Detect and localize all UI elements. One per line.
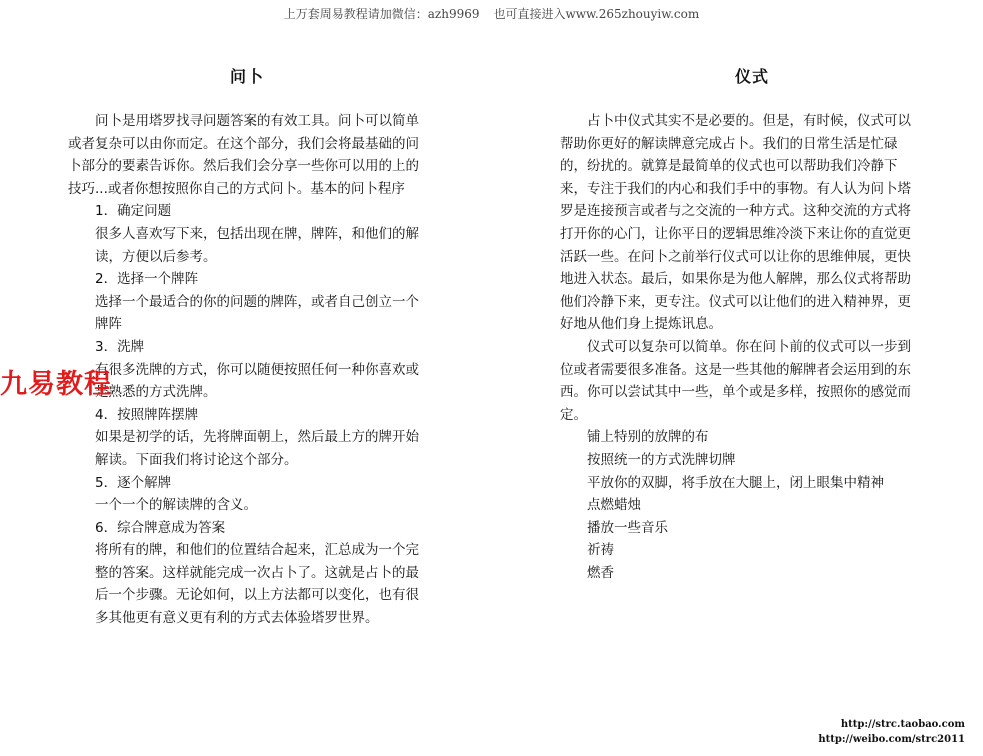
right-page-title: 仪式: [735, 67, 770, 86]
right-paragraph: 平放你的双脚，将手放在大腿上，闭上眼集中精神: [587, 474, 884, 491]
right-paragraph: 点燃蜡烛: [587, 497, 641, 514]
right-paragraph: 占卜中仪式其实不是必要的。但是，有时候，仪式可以帮助你更好的解读牌意完成占卜。我们的日常生活是忙碌的，纷扰的。就算是最简单的仪式也可以帮助我们冷静下来，专注于我们的内心和我们手中的事物。有人认为问卜塔罗是连接预言或者与之交流的一种方式。这种交流的方式将打开你的心门，让你平日的逻辑思维冷淡下来让你的直觉更活跃一些。在问卜之前举行仪式可以让你的思维伸展，更快地进入状态。最后，如果你是为他人解牌，那么仪式将帮助他们冷静下来，更专注。仪式可以让他们的进入精神界，更好地从他们身上提炼讯息。: [560, 113, 911, 333]
right-paragraph: 燃香: [587, 564, 614, 581]
left-paragraph: 有很多洗牌的方式，你可以随便按照任何一种你喜欢或是熟悉的方式洗牌。: [95, 361, 419, 401]
right-paragraph: 铺上特别的放牌的布: [587, 429, 709, 446]
left-paragraph: 一个一个的解读牌的含义。: [95, 497, 257, 514]
left-paragraph: 将所有的牌，和他们的位置结合起来，汇总成为一个完整的答案。这样就能完成一次占卜了。这就是占卜的最后一个步骤。无论如何，以上方法都可以变化，也有很多其他更有意义更有利的方式去体验塔罗世界。: [95, 542, 419, 627]
banner-url-text[interactable]: 也可直接进入www.265zhouyiw.com: [493, 7, 700, 21]
footer-taobao-link[interactable]: http://strc.taobao.com: [840, 719, 965, 730]
right-paragraph: 仪式可以复杂可以简单。你在问卜前的仪式可以一步到位或者需要很多准备。这是一些其他的解牌者会运用到的东西。你可以尝试其中一些，单个或是多样，按照你的感觉而定。: [560, 338, 911, 423]
top-banner: [0, 5, 983, 22]
left-paragraph: 问卜是用塔罗找寻问题答案的有效工具。问卜可以简单或者复杂可以由你而定。在这个部分，我们会将最基础的问卜部分的要素告诉你。然后我们会分享一些你可以用的上的技巧...或者你想按照你自己的方式问卜。基本的问卜程序: [68, 113, 419, 197]
right-paragraph: 祈祷: [587, 542, 614, 559]
left-paragraph: 如果是初学的话，先将牌面朝上，然后最上方的牌开始解读。下面我们将讨论这个部分。: [95, 429, 419, 468]
right-paragraph: 播放一些音乐: [587, 519, 668, 536]
right-paragraph: 按照统一的方式洗牌切牌: [587, 451, 736, 468]
left-paragraph: 1．确定问题: [95, 203, 172, 220]
watermark-logo: 九易教程: [0, 369, 112, 400]
right-page-body: [560, 110, 922, 584]
footer-weibo-link[interactable]: http://weibo.com/strc2011: [818, 734, 965, 745]
left-paragraph: 6．综合牌意成为答案: [95, 519, 226, 536]
left-page-body: [68, 110, 428, 630]
banner-text: 上万套周易教程请加微信：azh9969: [283, 7, 480, 21]
left-page-title: 问卜: [230, 67, 265, 86]
left-paragraph: 5．逐个解牌: [95, 474, 172, 491]
left-paragraph: 很多人喜欢写下来，包括出现在牌，牌阵，和他们的解读，方便以后参考。: [95, 225, 419, 265]
left-paragraph: 2．选择一个牌阵: [95, 271, 199, 288]
left-paragraph: 3．洗牌: [95, 338, 145, 355]
left-paragraph: 4．按照牌阵摆牌: [95, 406, 199, 423]
left-paragraph: 选择一个最适合的你的问题的牌阵，或者自己创立一个牌阵: [95, 293, 419, 333]
